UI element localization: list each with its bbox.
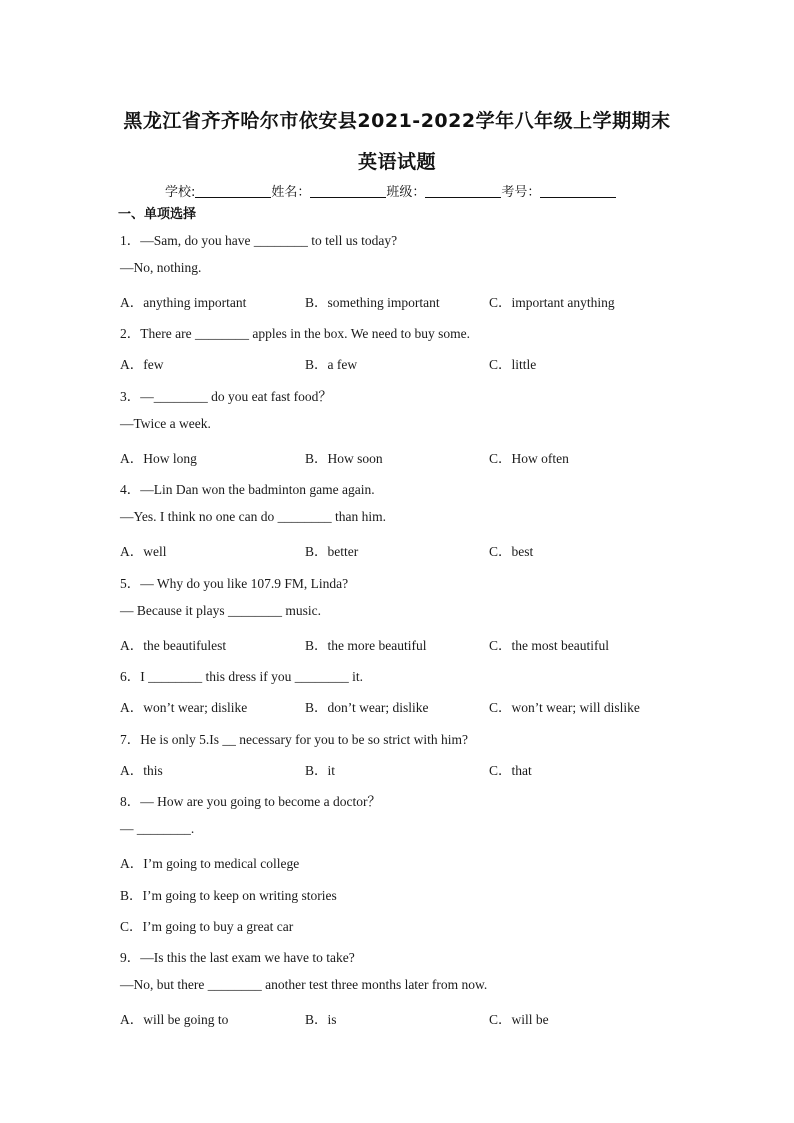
question-1-stem: 1．—Sam, do you have ________ to tell us today? <box>120 233 398 248</box>
question-7-option-a[interactable]: A．this <box>120 763 163 778</box>
question-3-option-a[interactable]: A．How long <box>120 451 197 466</box>
name-blank[interactable] <box>310 184 386 198</box>
question-4-reply: —Yes. I think no one can do ________ than him. <box>120 509 386 524</box>
question-2-stem: 2．There are ________ apples in the box. We need to buy some. <box>120 326 470 341</box>
question-8-option-a[interactable]: A．I’m going to medical college <box>120 856 300 871</box>
question-8-option-c[interactable]: C．I’m going to buy a great car <box>120 919 294 934</box>
question-1-option-b[interactable]: B．something important <box>305 295 440 310</box>
question-5-stem: 5．— Why do you like 107.9 FM, Linda? <box>120 576 349 591</box>
question-5-reply: — Because it plays ________ music. <box>120 603 321 618</box>
question-5-option-c[interactable]: C．the most beautiful <box>489 638 609 653</box>
question-3-reply: —Twice a week. <box>120 416 211 431</box>
question-7-option-b[interactable]: B．it <box>305 763 336 778</box>
question-6-stem: 6．I ________ this dress if you ________ it. <box>120 669 363 684</box>
question-6-option-b[interactable]: B．don’t wear; dislike <box>305 700 429 715</box>
name-label: 姓名： <box>271 185 311 200</box>
class-label: 班级： <box>386 185 426 200</box>
question-8-option-b[interactable]: B．I’m going to keep on writing stories <box>120 888 337 903</box>
section-title: 一、单项选择 <box>118 207 197 222</box>
question-7-option-c[interactable]: C．that <box>489 763 532 778</box>
number-blank[interactable] <box>540 184 616 198</box>
school-blank[interactable] <box>195 184 271 198</box>
question-1-option-c[interactable]: C．important anything <box>489 295 615 310</box>
question-9-option-b[interactable]: B．is <box>305 1012 337 1027</box>
student-info-row <box>165 181 616 200</box>
question-9-stem: 9．—Is this the last exam we have to take? <box>120 950 355 965</box>
question-4-option-a[interactable]: A．well <box>120 544 167 559</box>
school-label: 学校: <box>165 185 196 200</box>
question-7-stem: 7．He is only 5.Is __ necessary for you to be so strict with him? <box>120 732 468 747</box>
question-3-option-b[interactable]: B．How soon <box>305 451 383 466</box>
question-4-option-b[interactable]: B．better <box>305 544 359 559</box>
question-9-option-c[interactable]: C．will be <box>489 1012 549 1027</box>
question-9-option-a[interactable]: A．will be going to <box>120 1012 229 1027</box>
question-6-option-c[interactable]: C．won’t wear; will dislike <box>489 700 640 715</box>
question-4-stem: 4．—Lin Dan won the badminton game again. <box>120 482 375 497</box>
question-8-reply: — ________. <box>120 821 195 836</box>
class-blank[interactable] <box>425 184 501 198</box>
question-2-option-a[interactable]: A．few <box>120 357 164 372</box>
exam-title-line-2: 英语试题 <box>357 151 436 173</box>
question-8-stem: 8．— How are you going to become a doctor？ <box>120 794 381 809</box>
question-5-option-a[interactable]: A．the beautifulest <box>120 638 227 653</box>
question-5-option-b[interactable]: B．the more beautiful <box>305 638 427 653</box>
question-6-option-a[interactable]: A．won’t wear; dislike <box>120 700 248 715</box>
question-3-stem: 3．—________ do you eat fast food？ <box>120 389 332 404</box>
question-4-option-c[interactable]: C．best <box>489 544 534 559</box>
question-3-option-c[interactable]: C．How often <box>489 451 569 466</box>
question-1-option-a[interactable]: A．anything important <box>120 295 247 310</box>
question-2-option-b[interactable]: B．a few <box>305 357 358 372</box>
exam-title-line-1: 黑龙江省齐齐哈尔市依安县2021-2022学年八年级上学期期末 <box>123 110 671 132</box>
number-label: 考号： <box>501 185 541 200</box>
question-2-option-c[interactable]: C．little <box>489 357 537 372</box>
question-1-reply: —No, nothing. <box>120 260 202 275</box>
question-9-reply: —No, but there ________ another test three months later from now. <box>120 977 488 992</box>
